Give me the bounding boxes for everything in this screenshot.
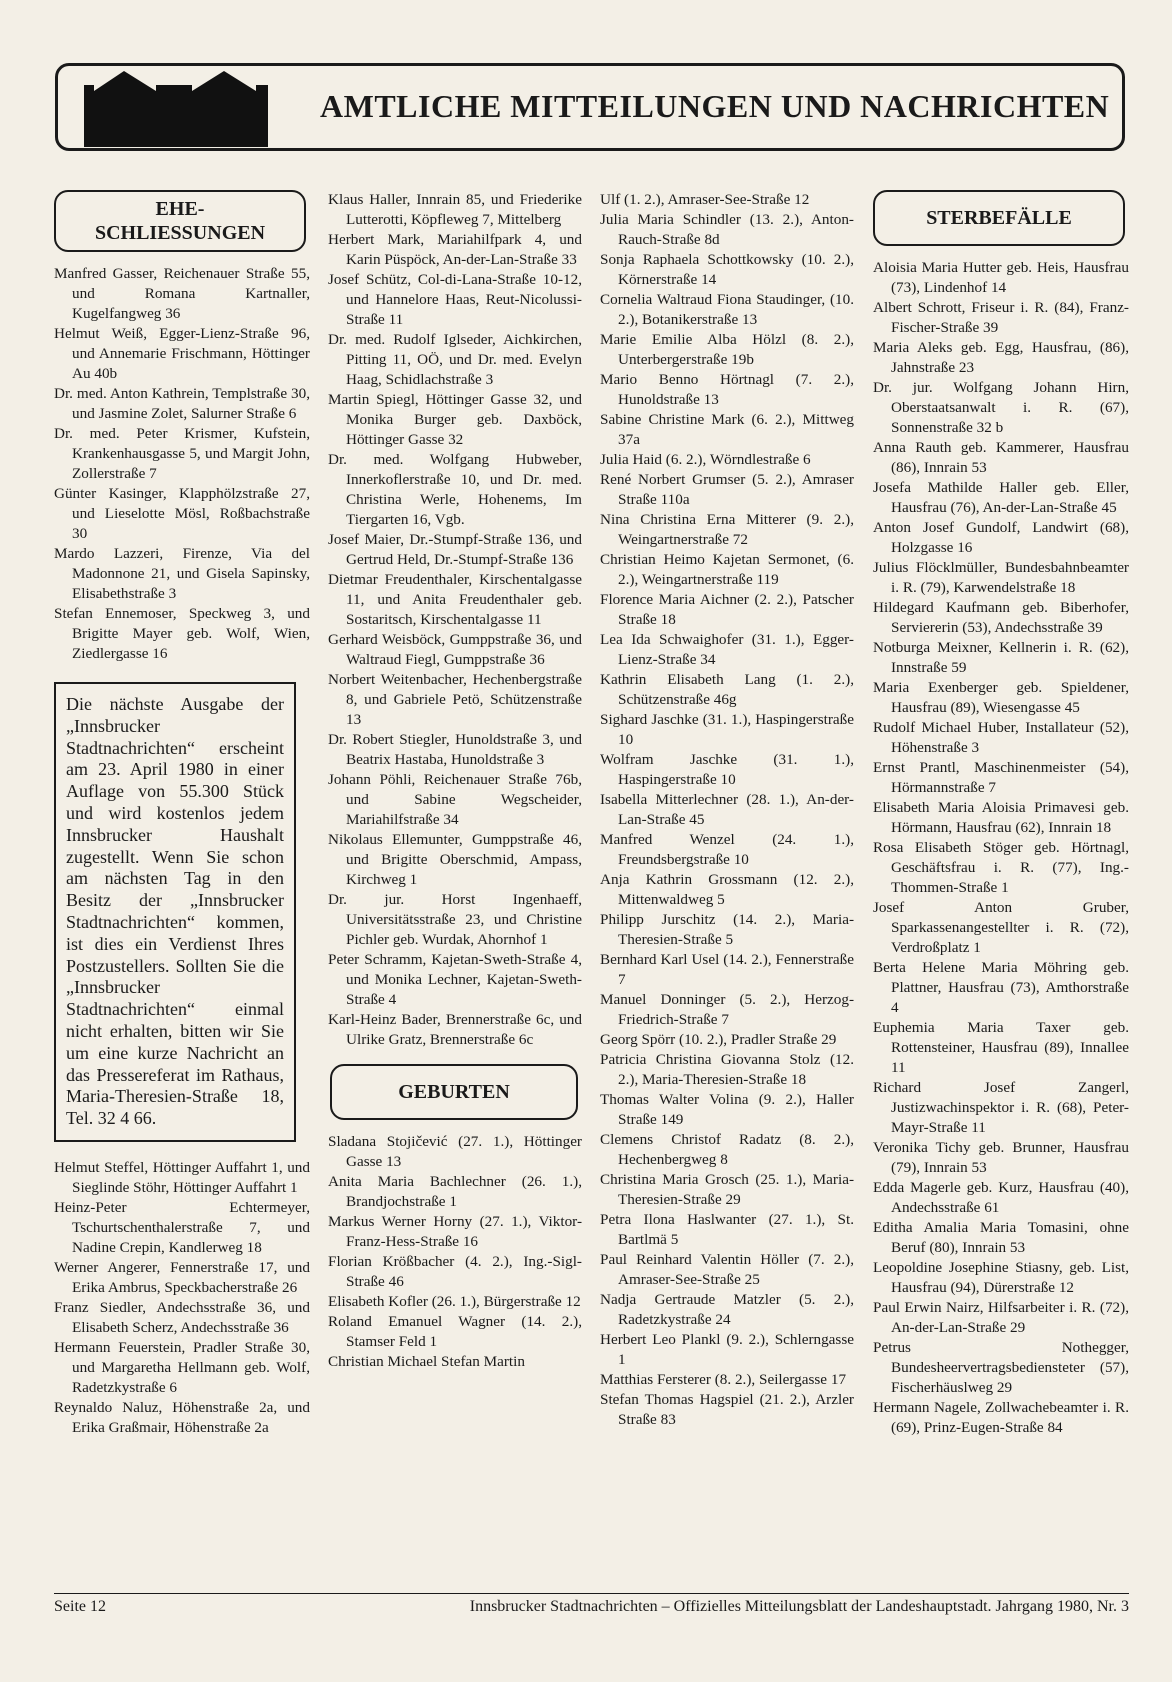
list-item: Nikolaus Ellemunter, Gumppstraße 46, und Brigitte Oberschmid, Ampass, Kirchweg 1 [328, 831, 582, 888]
column-2 [328, 190, 582, 1372]
list-item: Marie Emilie Alba Hölzl (8. 2.), Unterbergerstraße 19b [600, 331, 854, 368]
footer-page-number: Seite 12 [54, 1598, 106, 1615]
list-item: Nina Christina Erna Mitterer (9. 2.), Weingartnerstraße 72 [600, 511, 854, 548]
list-item: Josef Anton Gruber, Sparkassenangestellter i. R. (72), Verdroßplatz 1 [873, 899, 1129, 956]
list-item: Julia Maria Schindler (13. 2.), Anton-Rauch-Straße 8d [600, 211, 854, 248]
list-item: Petra Ilona Haslwanter (27. 1.), St. Bartlmä 5 [600, 1211, 854, 1248]
list-item: Gerhard Weisböck, Gumppstraße 36, und Waltraud Fiegl, Gumppstraße 36 [328, 631, 582, 668]
list-item: Dr. Robert Stiegler, Hunoldstraße 3, und Beatrix Hastaba, Hunoldstraße 3 [328, 731, 582, 768]
list-item: Sighard Jaschke (31. 1.), Haspingerstraße 10 [600, 711, 854, 748]
list-item: Wolfram Jaschke (31. 1.), Haspingerstraße 10 [600, 751, 854, 788]
marriage-list-continued [54, 1158, 310, 1438]
masthead [55, 63, 1125, 151]
list-item: Stefan Ennemoser, Speckweg 3, und Brigitte Mayer geb. Wolf, Wien, Ziedlergasse 16 [54, 605, 310, 662]
list-item: Helmut Weiß, Egger-Lienz-Straße 96, und Annemarie Frischmann, Höttinger Au 40b [54, 325, 310, 382]
list-item: Klaus Haller, Innrain 85, und Friederike Lutterotti, Köpfleweg 7, Mittelberg [328, 191, 582, 228]
heading-line-1: EHE- [155, 198, 205, 220]
list-item: Notburga Meixner, Kellnerin i. R. (62), Innstraße 59 [873, 639, 1129, 676]
birth-list [328, 1132, 582, 1372]
column-4 [873, 190, 1129, 1438]
list-item: Clemens Christof Radatz (8. 2.), Hechenbergweg 8 [600, 1131, 854, 1168]
list-item: Herbert Mark, Mariahilfpark 4, und Karin Püspöck, An-der-Lan-Straße 33 [328, 231, 582, 268]
list-item: Martin Spiegl, Höttinger Gasse 32, und Monika Burger geb. Daxböck, Höttinger Gasse 32 [328, 391, 582, 448]
list-item: Hermann Nagele, Zollwachebeamter i. R. (69), Prinz-Eugen-Straße 84 [873, 1399, 1129, 1436]
list-item: Dr. jur. Wolfgang Johann Hirn, Oberstaatsanwalt i. R. (67), Sonnenstraße 32 b [873, 379, 1129, 436]
column-1 [54, 190, 310, 1438]
list-item: Norbert Weitenbacher, Hechenbergstraße 8, und Gabriele Petö, Schützenstraße 13 [328, 671, 582, 728]
list-item: Stefan Thomas Hagspiel (21. 2.), Arzler Straße 83 [600, 1391, 854, 1428]
list-item: Matthias Fersterer (8. 2.), Seilergasse 17 [600, 1371, 847, 1388]
heading-line-2: SCHLIESSUNGEN [94, 222, 266, 244]
list-item: Paul Reinhard Valentin Höller (7. 2.), Amraser-See-Straße 25 [600, 1251, 854, 1288]
list-item: Dr. med. Wolfgang Hubweber, Innerkoflerstraße 10, und Dr. med. Christina Werle, Hohenems, Im Tiergarten 16, Vgb. [328, 451, 582, 528]
list-item: Patricia Christina Giovanna Stolz (12. 2.), Maria-Theresien-Straße 18 [600, 1051, 854, 1088]
list-item: Hildegard Kaufmann geb. Biberhofer, Serviererin (53), Andechsstraße 39 [873, 599, 1129, 636]
list-item: Helmut Steffel, Höttinger Auffahrt 1, und Sieglinde Stöhr, Höttinger Auffahrt 1 [54, 1158, 310, 1196]
list-item: Sabine Christine Mark (6. 2.), Mittweg 37a [600, 411, 854, 448]
birth-list-continued [600, 190, 854, 1430]
list-item: Roland Emanuel Wagner (14. 2.), Stamser Feld 1 [328, 1313, 582, 1350]
list-item: Julia Haid (6. 2.), Wörndlestraße 6 [600, 451, 811, 468]
list-item: Ulf (1. 2.), Amraser-See-Straße 12 [600, 191, 810, 208]
list-item: Dr. jur. Horst Ingenhaeff, Universitätsstraße 23, und Christine Pichler geb. Wurdak, Ahornhof 1 [328, 891, 582, 948]
next-issue-notice: Die nächste Ausgabe der „Innsbrucker Stadtnachrichten“ erscheint am 23. April 1980 in einer Auflage von 55.300 Stück und wird kostenlos jedem Innsbrucker Haushalt zugestellt. Wenn Sie schon am nächsten Tag in den Besitz der „Innsbrucker Stadtnachrichten“ kommen, ist dies ein Verdienst Ihres Postzustellers. Sollten Sie die „Innsbrucker Stadtnachrichten“ einmal nicht erhalten, bitten wir Sie um eine kurze Nachricht an das Pressereferat im Rathaus, Maria-Theresien-Straße 18, Tel. 32 4 66. [54, 682, 296, 1142]
list-item: Elisabeth Maria Aloisia Primavesi geb. Hörmann, Hausfrau (62), Innrain 18 [873, 799, 1129, 836]
list-item: Bernhard Karl Usel (14. 2.), Fennerstraße 7 [600, 951, 854, 988]
list-item: Julius Flöcklmüller, Bundesbahnbeamter i. R. (79), Karwendelstraße 18 [873, 559, 1129, 596]
list-item: Georg Spörr (10. 2.), Pradler Straße 29 [600, 1031, 837, 1048]
list-item: Florian Krößbacher (4. 2.), Ing.-Sigl-Straße 46 [328, 1253, 582, 1290]
list-item: Editha Amalia Maria Tomasini, ohne Beruf (80), Innrain 53 [873, 1219, 1129, 1256]
list-item: Anna Rauth geb. Kammerer, Hausfrau (86), Innrain 53 [873, 439, 1129, 476]
list-item: Anja Kathrin Grossmann (12. 2.), Mittenwaldweg 5 [600, 871, 854, 908]
list-item: Josef Maier, Dr.-Stumpf-Straße 136, und Gertrud Held, Dr.-Stumpf-Straße 136 [328, 531, 582, 568]
list-item: Petrus Nothegger, Bundesheervertragsbediensteter (57), Fischerhäuslweg 29 [873, 1339, 1129, 1396]
list-item: Karl-Heinz Bader, Brennerstraße 6c, und Ulrike Gratz, Brennerstraße 6c [328, 1011, 582, 1048]
list-item: Dr. med. Anton Kathrein, Templstraße 30, und Jasmine Zolet, Salurner Straße 6 [54, 385, 310, 422]
list-item: Philipp Jurschitz (14. 2.), Maria-Theresien-Straße 5 [600, 911, 854, 948]
list-item: Josef Schütz, Col-di-Lana-Straße 10-12, und Hannelore Haas, Reut-Nicolussi-Straße 11 [328, 271, 582, 328]
list-item: Veronika Tichy geb. Brunner, Hausfrau (79), Innrain 53 [873, 1139, 1129, 1176]
list-item: Günter Kasinger, Klapphölzstraße 27, und Lieselotte Mösl, Roßbachstraße 30 [54, 485, 310, 542]
list-item: Franz Siedler, Andechsstraße 36, und Elisabeth Scherz, Andechsstraße 36 [54, 1298, 310, 1336]
list-item: Josefa Mathilde Haller geb. Eller, Hausfrau (76), An-der-Lan-Straße 45 [873, 479, 1129, 516]
list-item: Manfred Wenzel (24. 1.), Freundsbergstraße 10 [600, 831, 854, 868]
marriage-list [54, 264, 310, 664]
list-item: Leopoldine Josephine Stiasny, geb. List, Hausfrau (94), Dürerstraße 12 [873, 1259, 1129, 1296]
list-item: Ernst Prantl, Maschinenmeister (54), Hörmannstraße 7 [873, 759, 1129, 796]
list-item: Christina Maria Grosch (25. 1.), Maria-Theresien-Straße 29 [600, 1171, 854, 1208]
list-item: Mardo Lazzeri, Firenze, Via del Madonnone 21, und Gisela Sapinsky, Elisabethstraße 3 [54, 545, 310, 602]
footer-publication-info: Innsbrucker Stadtnachrichten – Offizielles Mitteilungsblatt der Landeshauptstadt. Jahrgang 1980, Nr. 3 [469, 1598, 1129, 1615]
list-item: Paul Erwin Nairz, Hilfsarbeiter i. R. (72), An-der-Lan-Straße 29 [873, 1299, 1129, 1336]
list-item: Manuel Donninger (5. 2.), Herzog-Friedrich-Straße 7 [600, 991, 854, 1028]
masthead-title: AMTLICHE MITTEILUNGEN UND NACHRICHTEN [320, 88, 1110, 124]
list-item: Elisabeth Kofler (26. 1.), Bürgerstraße 12 [328, 1293, 581, 1310]
list-item: Isabella Mitterlechner (28. 1.), An-der-Lan-Straße 45 [600, 791, 854, 828]
list-item: Cornelia Waltraud Fiona Staudinger, (10. 2.), Botanikerstraße 13 [600, 291, 854, 328]
list-item: Johann Pöhli, Reichenauer Straße 76b, und Sabine Wegscheider, Mariahilfstraße 34 [328, 771, 582, 828]
list-item: Markus Werner Horny (27. 1.), Viktor-Franz-Hess-Straße 16 [328, 1213, 582, 1250]
list-item: Sladana Stojičević (27. 1.), Höttinger Gasse 13 [328, 1133, 582, 1170]
list-item: Edda Magerle geb. Kurz, Hausfrau (40), Andechsstraße 61 [873, 1179, 1129, 1216]
list-item: Peter Schramm, Kajetan-Sweth-Straße 4, und Monika Lechner, Kajetan-Sweth-Straße 4 [328, 951, 582, 1008]
list-item: Mario Benno Hörtnagl (7. 2.), Hunoldstraße 13 [600, 371, 854, 408]
list-item: Heinz-Peter Echtermeyer, Tschurtschenthalerstraße 7, und Nadine Crepin, Kandlerweg 18 [54, 1198, 310, 1256]
section-heading-sterbefaelle: STERBEFÄLLE [873, 190, 1125, 246]
list-item: Christian Michael Stefan Martin [328, 1353, 525, 1370]
list-item: Albert Schrott, Friseur i. R. (84), Franz-Fischer-Straße 39 [873, 299, 1129, 336]
list-item: Rosa Elisabeth Stöger geb. Hörtnagl, Geschäftsfrau i. R. (77), Ing.-Thommen-Straße 1 [873, 839, 1129, 896]
list-item: Anton Josef Gundolf, Landwirt (68), Holzgasse 16 [873, 519, 1129, 556]
list-item: Berta Helene Maria Möhring geb. Plattner, Hausfrau (73), Amthorstraße 4 [873, 959, 1129, 1016]
list-item: Maria Exenberger geb. Spieldener, Hausfrau (89), Wiesengasse 45 [873, 679, 1129, 716]
list-item: Richard Josef Zangerl, Justizwachinspektor i. R. (68), Peter-Mayr-Straße 11 [873, 1079, 1129, 1136]
list-item: Kathrin Elisabeth Lang (1. 2.), Schützenstraße 46g [600, 671, 854, 708]
death-list [873, 258, 1129, 1438]
column-3 [600, 190, 854, 1430]
section-heading-eheschliessungen [54, 190, 306, 252]
list-item: Rudolf Michael Huber, Installateur (52), Höhenstraße 3 [873, 719, 1129, 756]
list-item: Reynaldo Naluz, Höhenstraße 2a, und Erika Graßmair, Höhenstraße 2a [54, 1398, 310, 1436]
footer-rule [54, 1593, 1129, 1594]
list-item: Sonja Raphaela Schottkowsky (10. 2.), Körnerstraße 14 [600, 251, 854, 288]
list-item: Dietmar Freudenthaler, Kirschentalgasse 11, und Anita Freudenthaler geb. Sostaritsch, Kirschentalgasse 11 [328, 571, 582, 628]
list-item: Euphemia Maria Taxer geb. Rottensteiner, Hausfrau (89), Innallee 11 [873, 1019, 1129, 1076]
list-item: Thomas Walter Volina (9. 2.), Haller Straße 149 [600, 1091, 854, 1128]
list-item: Lea Ida Schwaighofer (31. 1.), Egger-Lienz-Straße 34 [600, 631, 854, 668]
list-item: René Norbert Grumser (5. 2.), Amraser Straße 110a [600, 471, 854, 508]
list-item: Hermann Feuerstein, Pradler Straße 30, und Margaretha Hellmann geb. Wolf, Radetzkystraße 6 [54, 1338, 310, 1396]
list-item: Dr. med. Rudolf Iglseder, Aichkirchen, Pitting 11, OÖ, und Dr. med. Evelyn Haag, Schidlachstraße 3 [328, 331, 582, 388]
list-item: Werner Angerer, Fennerstraße 17, und Erika Ambrus, Speckbacherstraße 26 [54, 1258, 310, 1296]
list-item: Anita Maria Bachlechner (26. 1.), Brandjochstraße 1 [328, 1173, 582, 1210]
list-item: Dr. med. Peter Krismer, Kufstein, Krankenhausgasse 5, und Margit John, Zollerstraße 7 [54, 425, 310, 482]
list-item: Herbert Leo Plankl (9. 2.), Schlerngasse 1 [600, 1331, 854, 1368]
list-item: Nadja Gertraude Matzler (5. 2.), Radetzkystraße 24 [600, 1291, 854, 1328]
list-item: Florence Maria Aichner (2. 2.), Patscher Straße 18 [600, 591, 854, 628]
list-item: Maria Aleks geb. Egg, Hausfrau, (86), Jahnstraße 23 [873, 339, 1129, 376]
list-item: Manfred Gasser, Reichenauer Straße 55, und Romana Kartnaller, Kugelfangweg 36 [54, 265, 310, 322]
city-emblem-icon [84, 69, 284, 147]
list-item: Christian Heimo Kajetan Sermonet, (6. 2.), Weingartnerstraße 119 [600, 551, 854, 588]
list-item: Aloisia Maria Hutter geb. Heis, Hausfrau (73), Lindenhof 14 [873, 259, 1129, 296]
section-heading-geburten: GEBURTEN [330, 1064, 578, 1120]
marriage-list-column-2 [328, 190, 582, 1050]
